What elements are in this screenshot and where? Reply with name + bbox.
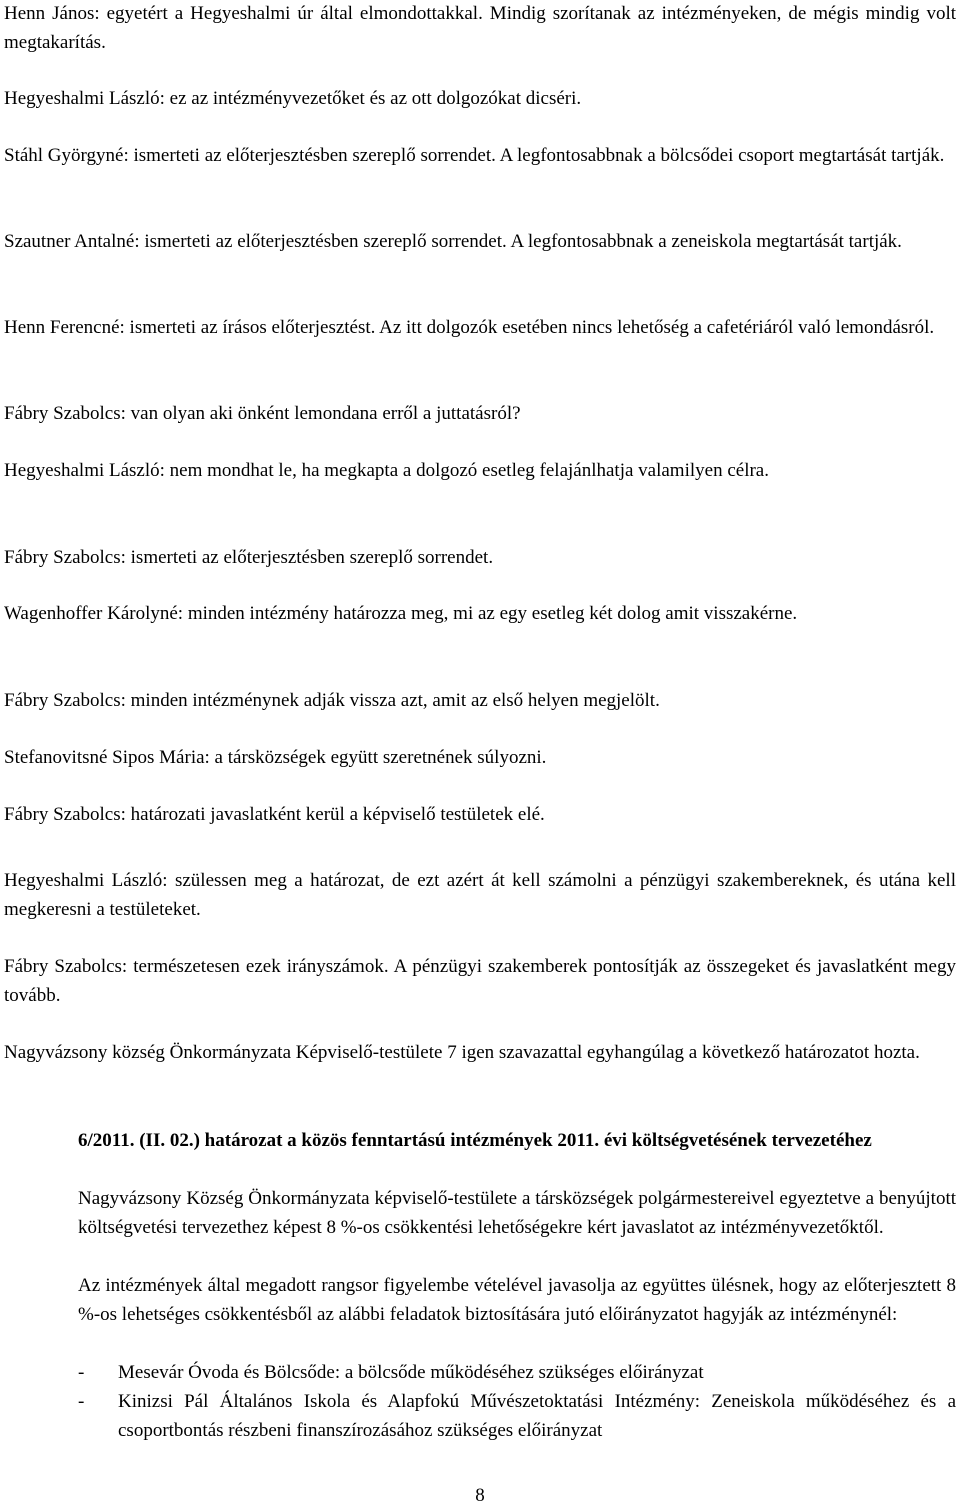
list-dash: - bbox=[78, 1391, 85, 1412]
paragraph-henn-janos: Henn János: egyetért a Hegyeshalmi úr által elmondottakkal. Mindig szorítanak az intézményeken, de mégis mindig volt megtakarítás. bbox=[4, 3, 956, 53]
resolution-body-2: Az intézmények által megadott rangsor figyelembe vételével javasolja az együttes ülésnek, hogy az előterjesztett 8 %-os lehetséges csökkentésből az alábbi feladatok biztosítására jutó előirányzatot hagyják az intézménynél: bbox=[78, 1275, 956, 1325]
resolution-body-1: Nagyvázsony Község Önkormányzata képviselő-testülete a társközségek polgármestereivel egyeztetve a benyújtott költségvetési tervezethez képest 8 %-os csökkentési lehetőségekre kért javaslatot az intézményvezetőktől. bbox=[78, 1188, 956, 1238]
page-number: 8 bbox=[475, 1485, 485, 1506]
paragraph-szautner: Szautner Antalné: ismerteti az előterjesztésben szereplő sorrendet. A legfontosabbnak a zeneiskola megtartását tartják. bbox=[4, 231, 902, 252]
paragraph-fabry-5: Fábry Szabolcs: természetesen ezek irányszámok. A pénzügyi szakemberek pontosítják az összegeket és javaslatként megy tovább. bbox=[4, 956, 956, 1006]
paragraph-stefanovitsne: Stefanovitsné Sipos Mária: a társközségek együtt szeretnének súlyozni. bbox=[4, 747, 547, 768]
resolution-title: 6/2011. (II. 02.) határozat a közös fenntartású intézmények 2011. évi költségvetésének tervezetéhez bbox=[78, 1130, 872, 1151]
list-item-text: Kinizsi Pál Általános Iskola és Alapfokú Művészetoktatási Intézmény: Zeneiskola működéséhez és a csoportbontás részbeni finanszírozásához szükséges előirányzat bbox=[118, 1391, 956, 1441]
paragraph-hegyeshalmi-3: Hegyeshalmi László: szülessen meg a határozat, de ezt azért át kell számolni a pénzügyi szakembereknek, és utána kell megkeresni a testületeket. bbox=[4, 870, 956, 920]
paragraph-henn-ferencne: Henn Ferencné: ismerteti az írásos előterjesztést. Az itt dolgozók esetében nincs lehetőség a cafetériáról való lemondásról. bbox=[4, 317, 935, 338]
list-item bbox=[78, 1387, 956, 1445]
document-page bbox=[4, 0, 956, 1509]
list-item-text: Mesevár Óvoda és Bölcsőde: a bölcsőde működéséhez szükséges előirányzat bbox=[118, 1362, 704, 1383]
paragraph-fabry-2: Fábry Szabolcs: ismerteti az előterjesztésben szereplő sorrendet. bbox=[4, 547, 494, 568]
paragraph-stahl: Stáhl Györgyné: ismerteti az előterjesztésben szereplő sorrendet. A legfontosabbnak a bölcsődei csoport megtartását tartják. bbox=[4, 145, 945, 166]
paragraph-fabry-3: Fábry Szabolcs: minden intézménynek adják vissza azt, amit az első helyen megjelölt. bbox=[4, 690, 660, 711]
resolution-list bbox=[78, 1358, 956, 1445]
paragraph-hegyeshalmi-2: Hegyeshalmi László: nem mondhat le, ha megkapta a dolgozó esetleg felajánlhatja valamilyen célra. bbox=[4, 460, 769, 481]
paragraph-fabry-4: Fábry Szabolcs: határozati javaslatként kerül a képviselő testületek elé. bbox=[4, 804, 545, 825]
paragraph-fabry-1: Fábry Szabolcs: van olyan aki önként lemondana erről a juttatásról? bbox=[4, 403, 521, 424]
paragraph-wagenhoffer: Wagenhoffer Károlyné: minden intézmény határozza meg, mi az egy esetleg két dolog amit visszakérne. bbox=[4, 603, 798, 624]
paragraph-vote: Nagyvázsony község Önkormányzata Képviselő-testülete 7 igen szavazattal egyhangúlag a következő határozatot hozta. bbox=[4, 1042, 920, 1063]
list-dash: - bbox=[78, 1362, 85, 1383]
paragraph-hegyeshalmi-1: Hegyeshalmi László: ez az intézményvezetőket és az ott dolgozókat dicséri. bbox=[4, 88, 582, 109]
list-item bbox=[78, 1358, 956, 1387]
